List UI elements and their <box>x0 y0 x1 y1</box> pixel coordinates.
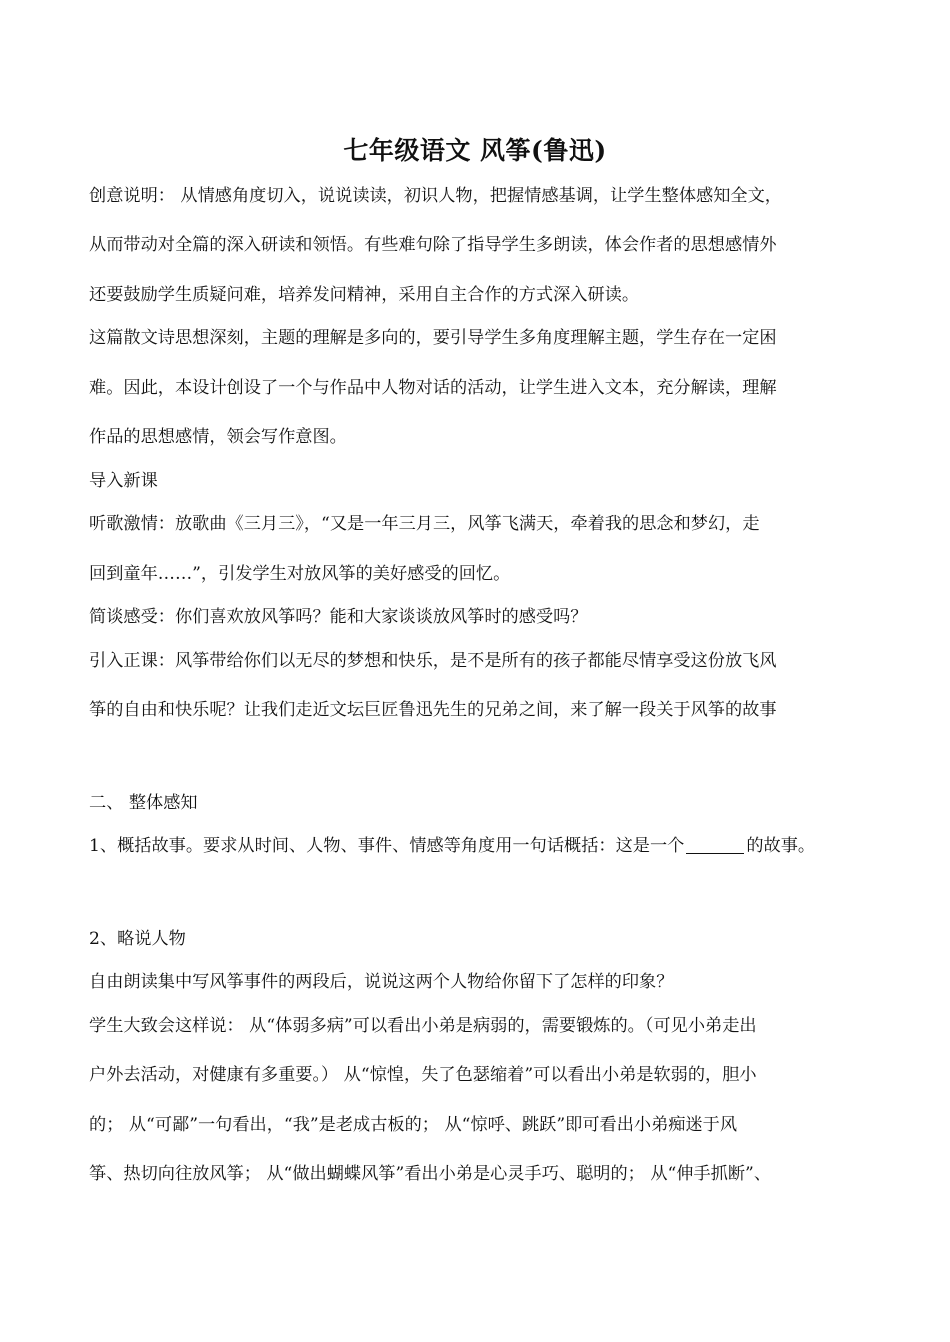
paragraph-line: 学生大致会这样说： 从“体弱多病”可以看出小弟是病弱的，需要锻炼的。（可见小弟走出 <box>89 1016 757 1036</box>
question-text-end: 的故事。 <box>746 836 816 856</box>
paragraph-line: 回到童年……”，引发学生对放风筝的美好感受的回忆。 <box>89 564 511 584</box>
paragraph-line: 这篇散文诗思想深刻，主题的理解是多向的，要引导学生多角度理解主题，学生存在一定困 <box>89 328 777 348</box>
paragraph-line: 自由朗读集中写风筝事件的两段后，说说这两个人物给你留下了怎样的印象？ <box>89 972 674 992</box>
paragraph-line: 听歌激情：放歌曲《三月三》，“又是一年三月三，风筝飞满天，牵着我的思念和梦幻，走 <box>89 514 760 534</box>
paragraph-line: 从而带动对全篇的深入研读和领悟。有些难句除了指导学生多朗读，体会作者的思想感情外 <box>89 235 777 255</box>
question-line <box>89 833 870 859</box>
section-heading: 导入新课 <box>89 471 158 491</box>
paragraph-line: 筝的自由和快乐呢？让我们走近文坛巨匠鲁迅先生的兄弟之间，来了解一段关于风筝的故事 <box>89 700 777 720</box>
paragraph-line: 作品的思想感情，领会写作意图。 <box>89 427 347 447</box>
document-title: 七年级语文 风筝(鲁迅) <box>343 136 607 165</box>
paragraph-line: 还要鼓励学生质疑问难，培养发问精神，采用自主合作的方式深入研读。 <box>89 285 640 305</box>
paragraph-line: 难。因此，本设计创设了一个与作品中人物对话的活动，让学生进入文本，充分解读，理解 <box>89 378 777 398</box>
paragraph-line: 的； 从“可鄙”一句看出，“我”是老成古板的； 从“惊呼、跳跃”即可看出小弟痴迷于风 <box>89 1115 738 1135</box>
section-heading: 二、 整体感知 <box>89 793 198 813</box>
paragraph-line: 筝、热切向往放风筝； 从“做出蝴蝶风筝”看出小弟是心灵手巧、聪明的； 从“伸手抓断”、 <box>89 1164 772 1184</box>
paragraph-line: 户外去活动，对健康有多重要。） 从“惊惶，失了色瑟缩着”可以看出小弟是软弱的，胆小 <box>89 1065 757 1085</box>
paragraph-line: 简谈感受：你们喜欢放风筝吗？能和大家谈谈放风筝时的感受吗？ <box>89 607 588 627</box>
paragraph-line: 引入正课：风筝带给你们以无尽的梦想和快乐，是不是所有的孩子都能尽情享受这份放飞风 <box>89 651 777 671</box>
fill-in-blank <box>686 835 744 854</box>
paragraph-line: 创意说明： 从情感角度切入，说说读读，初识人物，把握情感基调，让学生整体感知全文， <box>89 186 782 206</box>
section-heading: 2、略说人物 <box>89 929 186 949</box>
question-text: 1、概括故事。要求从时间、人物、事件、情感等角度用一句话概括：这是一个 <box>89 836 685 856</box>
